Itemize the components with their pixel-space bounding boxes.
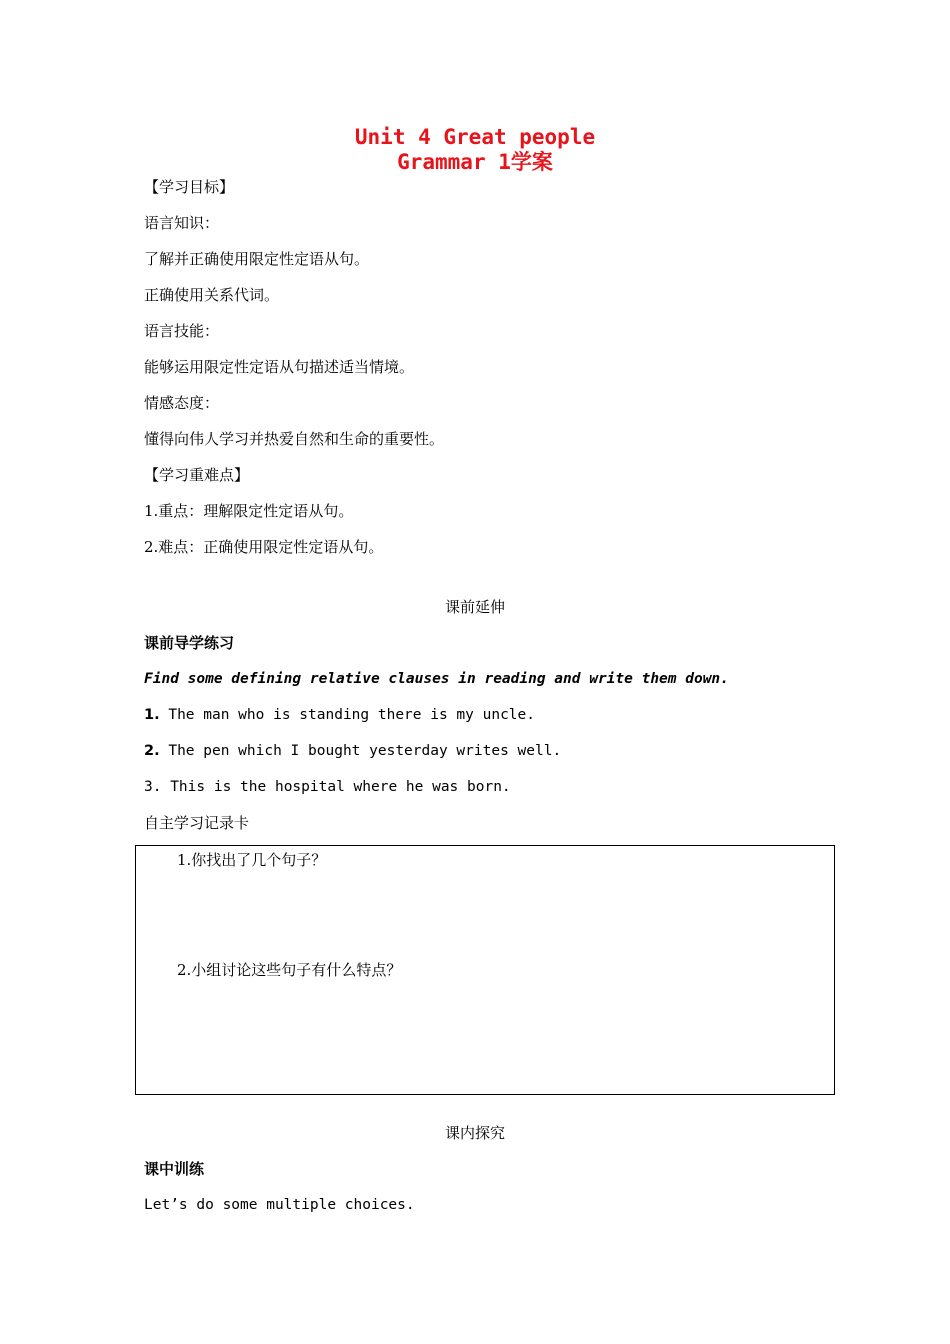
example-sentence <box>144 741 561 761</box>
example-number: 3. <box>144 779 162 795</box>
example-text: The man who is standing there is my uncle. <box>168 707 535 723</box>
record-card-question-1: 1.你找出了几个句子？ <box>177 851 327 869</box>
in-class-training-heading: 课中训练 <box>144 1160 205 1178</box>
knowledge-item-1: 了解并正确使用限定性定语从句。 <box>144 250 370 268</box>
attitude-label: 情感态度： <box>144 394 220 412</box>
key-point-1: 1.重点：理解限定性定语从句。 <box>144 502 354 520</box>
example-number: 1. <box>144 707 160 723</box>
example-sentence <box>144 777 511 797</box>
pre-class-instruction: Find some defining relative clauses in reading and write them down. <box>144 671 729 687</box>
example-number: 2. <box>144 743 160 759</box>
example-text: This is the hospital where he was born. <box>170 779 511 795</box>
attitude-item-1: 懂得向伟人学习并热爱自然和生命的重要性。 <box>144 430 445 448</box>
page-title: Unit 4 Great people <box>354 125 596 149</box>
knowledge-item-2: 正确使用关系代词。 <box>144 286 280 304</box>
skills-item-1: 能够运用限定性定语从句描述适当情境。 <box>144 358 415 376</box>
key-points-heading: 【学习重难点】 <box>144 466 250 484</box>
pre-class-exercise-heading: 课前导学练习 <box>144 634 235 652</box>
example-text: The pen which I bought yesterday writes well. <box>168 743 562 759</box>
objectives-heading: 【学习目标】 <box>144 178 235 196</box>
knowledge-label: 语言知识： <box>144 214 220 232</box>
example-sentence <box>144 705 535 725</box>
pre-class-section-title: 课前延伸 <box>444 598 505 616</box>
record-card-box <box>135 845 835 1095</box>
in-class-section-title: 课内探究 <box>444 1124 505 1142</box>
page-subtitle: Grammar 1学案 <box>397 150 553 174</box>
in-class-instruction: Let’s do some multiple choices. <box>144 1197 415 1213</box>
record-card-question-2: 2.小组讨论这些句子有什么特点？ <box>177 961 402 979</box>
skills-label: 语言技能： <box>144 322 220 340</box>
key-point-2: 2.难点：正确使用限定性定语从句。 <box>144 538 384 556</box>
record-card-label: 自主学习记录卡 <box>144 814 250 832</box>
